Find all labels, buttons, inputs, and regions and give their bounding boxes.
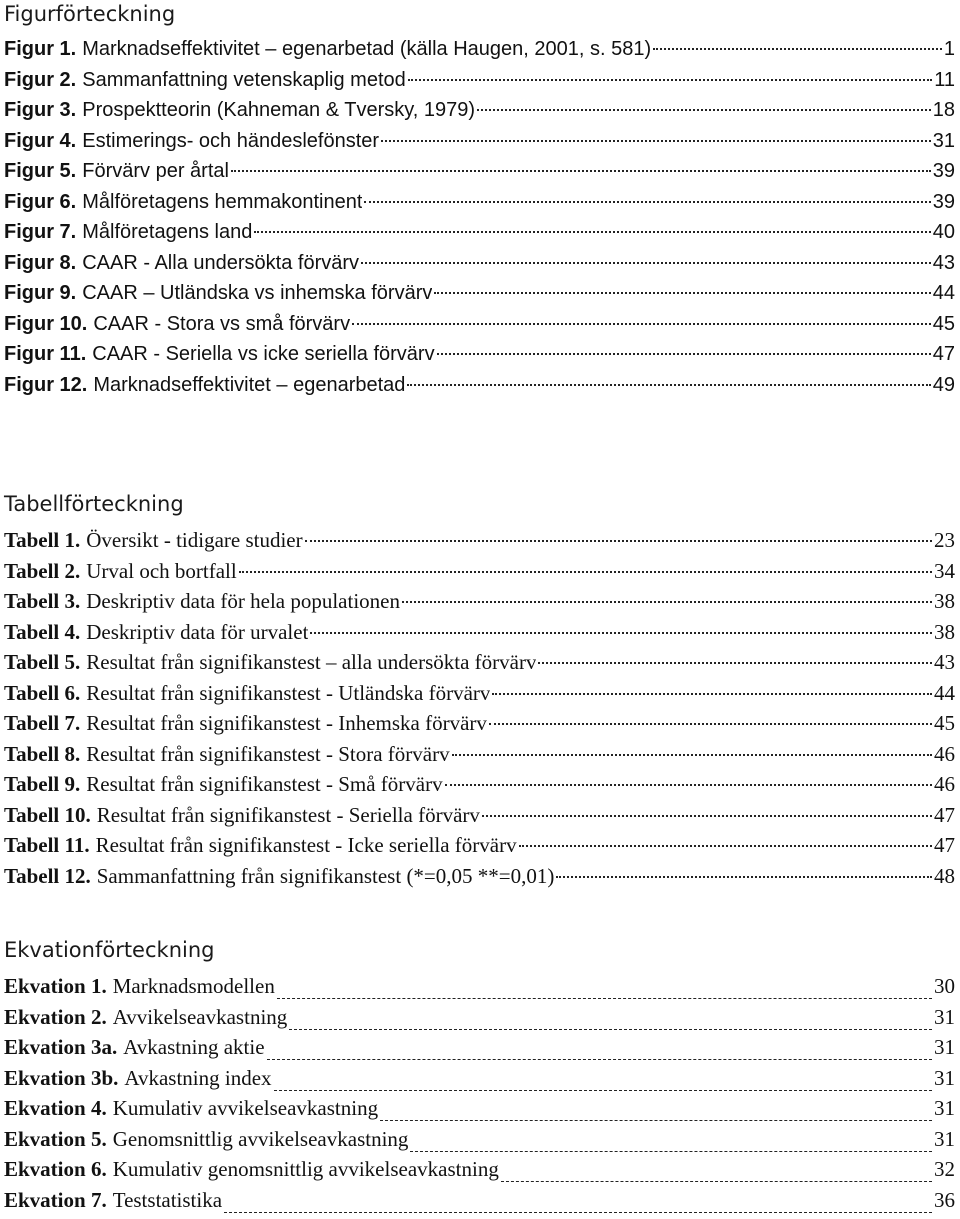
tables-heading: Tabellförteckning xyxy=(4,492,184,516)
entry-title: Resultat från signifikanstest - Inhemska förvärv xyxy=(86,711,487,735)
leader-line xyxy=(239,570,932,573)
entry-label: Tabell 3. xyxy=(4,589,81,613)
page-number: 46 xyxy=(934,772,955,796)
leader-line xyxy=(224,1211,932,1213)
leader-line xyxy=(407,383,930,386)
page-number: 49 xyxy=(932,373,955,396)
entry-label: Tabell 12. xyxy=(4,863,91,888)
figure-entry[interactable] xyxy=(4,309,955,340)
figure-entry[interactable] xyxy=(4,370,955,401)
equation-entry[interactable] xyxy=(4,1032,955,1063)
leader-line xyxy=(380,1119,932,1121)
entry-label: Ekvation 2. xyxy=(4,1004,107,1029)
leader-line xyxy=(452,753,932,756)
leader-line xyxy=(408,78,932,81)
entry-label: Ekvation 3b. xyxy=(4,1065,119,1090)
entry-title: CAAR - Alla undersökta förvärv xyxy=(82,251,360,274)
entry-title: Estimerings- och händeslefönster xyxy=(82,129,380,152)
entry-label: Tabell 4. xyxy=(4,619,81,644)
page-number: 31 xyxy=(934,1035,955,1059)
table-entry[interactable] xyxy=(4,830,955,861)
table-entry[interactable] xyxy=(4,739,955,770)
entry-label: Figur 6. xyxy=(4,190,77,213)
leader-line xyxy=(254,230,930,233)
leader-line xyxy=(352,322,931,325)
entry-title: Översikt - tidigare studier xyxy=(86,528,303,552)
leader-line xyxy=(361,261,931,264)
leader-line xyxy=(402,600,932,603)
page-number: 47 xyxy=(932,343,955,365)
entry-title: Kumulativ genomsnittlig avvikelseavkastning xyxy=(112,1157,499,1181)
entry-label: Tabell 5. xyxy=(4,650,81,674)
entry-title: Målföretagens land xyxy=(82,221,253,243)
page-number: 36 xyxy=(934,1187,955,1212)
equation-entry[interactable] xyxy=(4,1063,955,1094)
table-entry[interactable] xyxy=(4,708,955,739)
entry-label: Ekvation 1. xyxy=(4,974,107,998)
entry-title: Prospektteorin (Kahneman & Tversky, 1979) xyxy=(82,99,476,121)
entry-label: Tabell 9. xyxy=(4,772,81,796)
entry-label: Tabell 7. xyxy=(4,711,81,735)
leader-line xyxy=(538,661,932,664)
page-number: 45 xyxy=(932,312,955,335)
page-number: 38 xyxy=(934,619,955,644)
entry-title: Marknadseffektivitet – egenarbetad (källa Haugen, 2001, s. 581) xyxy=(82,38,652,60)
page-number: 40 xyxy=(932,221,955,243)
equation-entry[interactable] xyxy=(4,1002,955,1033)
equations-heading: Ekvationförteckning xyxy=(4,938,215,962)
page-number: 47 xyxy=(934,802,955,827)
leader-line xyxy=(289,1028,932,1030)
entry-label: Tabell 11. xyxy=(4,833,90,857)
page-number: 31 xyxy=(934,1126,955,1151)
equation-entry[interactable] xyxy=(4,1185,955,1216)
entry-label: Figur 7. xyxy=(4,221,77,243)
leader-line xyxy=(277,997,932,999)
figure-entry[interactable] xyxy=(4,217,955,248)
entry-title: Resultat från signifikanstest - Små förvärv xyxy=(86,772,443,796)
leader-line xyxy=(305,539,932,542)
table-entry[interactable] xyxy=(4,769,955,800)
figure-entry[interactable] xyxy=(4,95,955,126)
page-number: 48 xyxy=(934,863,955,888)
leader-line xyxy=(231,169,931,172)
figure-entry[interactable] xyxy=(4,339,955,370)
leader-line xyxy=(519,844,932,847)
entry-label: Ekvation 6. xyxy=(4,1157,107,1181)
figure-entry[interactable] xyxy=(4,34,955,65)
leader-line xyxy=(410,1150,932,1152)
figures-list xyxy=(4,34,955,400)
leader-line xyxy=(381,139,931,142)
page-number: 31 xyxy=(934,1096,955,1120)
entry-title: CAAR - Seriella vs icke seriella förvärv xyxy=(92,343,435,365)
entry-title: Sammanfattning från signifikanstest (*=0,05 **=0,01) xyxy=(96,863,555,888)
entry-label: Tabell 1. xyxy=(4,528,81,552)
equation-entry[interactable] xyxy=(4,1124,955,1155)
entry-label: Figur 12. xyxy=(4,373,88,396)
leader-line xyxy=(437,352,931,355)
entry-title: Deskriptiv data för urvalet xyxy=(86,619,309,644)
page-number: 39 xyxy=(932,190,955,213)
figure-entry[interactable] xyxy=(4,278,955,309)
entry-title: Marknadseffektivitet – egenarbetad xyxy=(93,373,406,396)
entry-title: Kumulativ avvikelseavkastning xyxy=(112,1096,379,1120)
entry-title: Sammanfattning vetenskaplig metod xyxy=(82,68,406,91)
leader-line xyxy=(477,108,931,111)
page-number: 46 xyxy=(934,741,955,766)
entry-title: Resultat från signifikanstest – alla undersökta förvärv xyxy=(86,650,537,674)
entry-label: Figur 11. xyxy=(4,343,87,365)
leader-line xyxy=(489,722,932,725)
entry-label: Figur 8. xyxy=(4,251,77,274)
entry-label: Ekvation 7. xyxy=(4,1187,107,1212)
entry-label: Tabell 6. xyxy=(4,680,81,705)
page-number: 18 xyxy=(932,99,955,121)
leader-line xyxy=(274,1089,932,1091)
page-number: 11 xyxy=(934,68,955,91)
leader-line xyxy=(364,200,930,203)
page-number: 45 xyxy=(934,711,955,735)
entry-label: Figur 3. xyxy=(4,99,77,121)
entry-label: Tabell 2. xyxy=(4,558,81,583)
page-number: 1 xyxy=(943,38,955,60)
entry-title: Resultat från signifikanstest - Icke seriella förvärv xyxy=(95,833,517,857)
page-number: 31 xyxy=(934,1065,955,1090)
page-number: 23 xyxy=(934,528,955,552)
leader-line xyxy=(556,875,932,878)
leader-line xyxy=(445,783,932,786)
entry-label: Tabell 10. xyxy=(4,802,91,827)
entry-title: CAAR - Stora vs små förvärv xyxy=(93,312,351,335)
tables-list xyxy=(4,525,955,891)
entry-title: Urval och bortfall xyxy=(86,558,237,583)
entry-label: Figur 10. xyxy=(4,312,88,335)
equation-entry[interactable] xyxy=(4,1154,955,1185)
equations-list xyxy=(4,971,955,1215)
table-entry[interactable] xyxy=(4,861,955,892)
entry-title: Avvikelseavkastning xyxy=(112,1004,288,1029)
figure-entry[interactable] xyxy=(4,65,955,96)
page-number: 44 xyxy=(932,282,955,304)
page-number: 32 xyxy=(934,1157,955,1181)
leader-line xyxy=(310,631,932,634)
leader-line xyxy=(492,692,932,695)
entry-title: Avkastning aktie xyxy=(123,1035,265,1059)
equation-entry[interactable] xyxy=(4,1093,955,1124)
leader-line xyxy=(501,1180,932,1182)
entry-title: Resultat från signifikanstest - Utländska förvärv xyxy=(86,680,491,705)
table-entry[interactable] xyxy=(4,678,955,709)
table-entry[interactable] xyxy=(4,647,955,678)
entry-title: Avkastning index xyxy=(124,1065,272,1090)
entry-label: Figur 4. xyxy=(4,129,77,152)
entry-label: Ekvation 3a. xyxy=(4,1035,118,1059)
page-number: 43 xyxy=(934,650,955,674)
figure-entry[interactable] xyxy=(4,248,955,279)
entry-label: Tabell 8. xyxy=(4,741,81,766)
page-number: 30 xyxy=(934,974,955,998)
figure-entry[interactable] xyxy=(4,126,955,157)
entry-title: Målföretagens hemmakontinent xyxy=(82,190,363,213)
figure-entry[interactable] xyxy=(4,187,955,218)
page-number: 43 xyxy=(932,251,955,274)
entry-title: CAAR – Utländska vs inhemska förvärv xyxy=(82,282,433,304)
entry-label: Figur 2. xyxy=(4,68,77,91)
page-number: 31 xyxy=(934,1004,955,1029)
figure-entry[interactable] xyxy=(4,156,955,187)
entry-title: Teststatistika xyxy=(112,1187,223,1212)
page-number: 39 xyxy=(932,160,955,182)
page-number: 47 xyxy=(934,833,955,857)
entry-title: Resultat från signifikanstest - Stora förvärv xyxy=(86,741,450,766)
entry-label: Figur 9. xyxy=(4,282,77,304)
page-number: 34 xyxy=(934,558,955,583)
entry-title: Förvärv per årtal xyxy=(82,160,229,182)
leader-line xyxy=(434,291,930,294)
table-entry[interactable] xyxy=(4,525,955,556)
table-entry[interactable] xyxy=(4,617,955,648)
entry-label: Figur 5. xyxy=(4,160,77,182)
table-entry[interactable] xyxy=(4,586,955,617)
entry-label: Ekvation 4. xyxy=(4,1096,107,1120)
entry-title: Genomsnittlig avvikelseavkastning xyxy=(112,1126,409,1151)
entry-label: Ekvation 5. xyxy=(4,1126,107,1151)
table-entry[interactable] xyxy=(4,800,955,831)
page-number: 44 xyxy=(934,680,955,705)
entry-label: Figur 1. xyxy=(4,38,77,60)
leader-line xyxy=(267,1058,932,1060)
entry-title: Deskriptiv data för hela populationen xyxy=(86,589,400,613)
figures-heading: Figurförteckning xyxy=(4,2,176,26)
table-entry[interactable] xyxy=(4,556,955,587)
equation-entry[interactable] xyxy=(4,971,955,1002)
page-number: 38 xyxy=(934,589,955,613)
leader-line xyxy=(482,814,932,817)
entry-title: Marknadsmodellen xyxy=(112,974,275,998)
leader-line xyxy=(653,47,942,50)
entry-title: Resultat från signifikanstest - Seriella förvärv xyxy=(96,802,480,827)
page-number: 31 xyxy=(932,129,955,152)
